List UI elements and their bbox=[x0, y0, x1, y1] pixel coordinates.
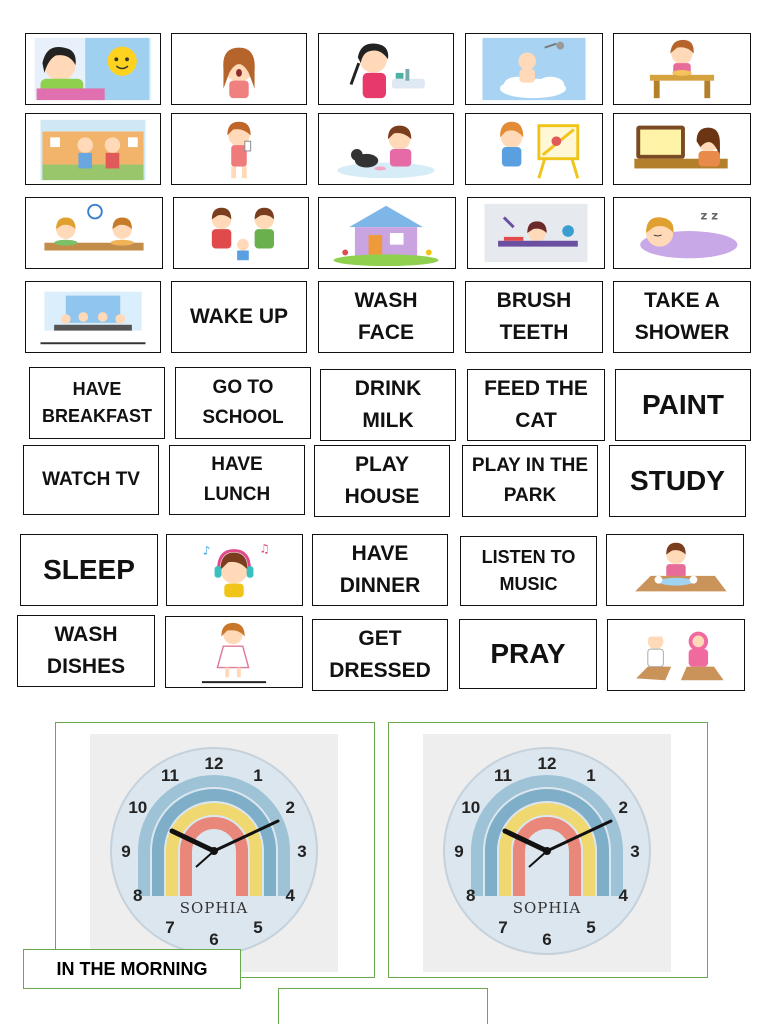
playground-illustration bbox=[319, 198, 455, 268]
picture-card-school bbox=[25, 113, 161, 185]
clock-number: 3 bbox=[297, 842, 307, 861]
clock-number: 2 bbox=[285, 798, 295, 817]
drinking-milk-illustration bbox=[172, 114, 306, 184]
card-paint: PAINT bbox=[615, 369, 751, 441]
clock-number: 7 bbox=[498, 918, 508, 938]
picture-card-sleep bbox=[613, 197, 751, 269]
picture-card-feed-cat bbox=[318, 113, 454, 185]
shower-illustration bbox=[466, 34, 602, 104]
card-listen-to-music: LISTEN TO MUSIC bbox=[460, 536, 597, 606]
washing-dishes-illustration bbox=[607, 535, 743, 605]
card-drink-milk: DRINK MILK bbox=[320, 369, 456, 441]
picture-card-shower bbox=[465, 33, 603, 105]
card-have-dinner: HAVE DINNER bbox=[312, 534, 448, 606]
svg-text:z z: z z bbox=[700, 208, 719, 223]
clock-number: 11 bbox=[494, 765, 512, 785]
picture-card-wash-dishes bbox=[606, 534, 744, 606]
clock-number: 4 bbox=[285, 886, 295, 905]
sleeping-illustration bbox=[614, 198, 750, 268]
card-sleep: SLEEP bbox=[20, 534, 158, 606]
card-play-house: PLAY HOUSE bbox=[314, 445, 450, 517]
picture-card-wash-face bbox=[318, 33, 454, 105]
clock-number: 4 bbox=[618, 886, 628, 905]
card-wash-face: WASH FACE bbox=[318, 281, 454, 353]
card-play-in-the-park: PLAY IN THE PARK bbox=[462, 445, 598, 517]
clock-number: 1 bbox=[253, 765, 263, 785]
card-get-dressed: GET DRESSED bbox=[312, 619, 448, 691]
clock-number: 9 bbox=[454, 842, 464, 861]
picture-card-playground bbox=[318, 197, 456, 269]
clock-number: 8 bbox=[466, 886, 476, 905]
clock-number: 12 bbox=[537, 754, 557, 773]
go-to-school-illustration bbox=[26, 114, 160, 184]
picture-card-study bbox=[467, 197, 605, 269]
picture-card-paint bbox=[465, 113, 603, 185]
getting-dressed-illustration bbox=[166, 617, 302, 687]
wake-up-illustration bbox=[26, 34, 160, 104]
clock-number: 3 bbox=[630, 842, 640, 861]
clock-number: 6 bbox=[542, 930, 552, 949]
clock-number: 6 bbox=[209, 930, 219, 949]
clock-number: 5 bbox=[586, 918, 596, 938]
picture-card-breakfast bbox=[613, 33, 751, 105]
picture-card-lunch bbox=[25, 197, 163, 269]
family-dinner-illustration bbox=[26, 282, 160, 352]
card-study: STUDY bbox=[609, 445, 746, 517]
picture-card-listen-music bbox=[166, 534, 303, 606]
clock-number: 10 bbox=[461, 798, 481, 817]
painting-illustration bbox=[466, 114, 602, 184]
clock-number: 10 bbox=[128, 798, 148, 817]
card-go-to-school: GO TO SCHOOL bbox=[175, 367, 311, 439]
card-watch-tv: WATCH TV bbox=[23, 445, 159, 515]
card-have-lunch: HAVE LUNCH bbox=[169, 445, 305, 515]
clock-number: 11 bbox=[161, 765, 179, 785]
having-lunch-illustration bbox=[26, 198, 162, 268]
praying-illustration bbox=[608, 620, 744, 690]
picture-card-pray bbox=[607, 619, 745, 691]
svg-text:♫: ♫ bbox=[259, 541, 270, 556]
clock-number: 7 bbox=[165, 918, 175, 938]
clock-center bbox=[210, 847, 218, 855]
clock-name: SOPHIA bbox=[512, 899, 582, 917]
picture-card-get-dressed bbox=[165, 616, 303, 688]
eating-breakfast-illustration bbox=[614, 34, 750, 104]
washing-face-illustration bbox=[319, 34, 453, 104]
clock-number: 9 bbox=[121, 842, 131, 861]
clock-number: 2 bbox=[618, 798, 628, 817]
wall-clock-2 bbox=[437, 746, 657, 956]
clock-number: 12 bbox=[204, 754, 224, 773]
card-pray: PRAY bbox=[459, 619, 597, 689]
picture-card-drink-milk bbox=[171, 113, 307, 185]
label-blank bbox=[278, 988, 488, 1024]
clock-name: SOPHIA bbox=[179, 899, 249, 917]
feeding-cat-illustration bbox=[319, 114, 453, 184]
clock-number: 1 bbox=[586, 765, 596, 785]
clock-number: 8 bbox=[133, 886, 143, 905]
card-have-breakfast: HAVE BREAKFAST bbox=[29, 367, 165, 439]
label-in-the-morning: IN THE MORNING bbox=[23, 949, 241, 989]
listening-music-illustration bbox=[167, 535, 302, 605]
card-wash-dishes: WASH DISHES bbox=[17, 615, 155, 687]
picture-card-wake-up bbox=[25, 33, 161, 105]
girl-yawning-illustration bbox=[172, 34, 306, 104]
studying-illustration bbox=[468, 198, 604, 268]
card-brush-teeth: BRUSH TEETH bbox=[465, 281, 603, 353]
clock-number: 5 bbox=[253, 918, 263, 938]
picture-card-play-house bbox=[173, 197, 309, 269]
card-wake-up: WAKE UP bbox=[171, 281, 307, 353]
card-take-a-shower: TAKE A SHOWER bbox=[613, 281, 751, 353]
playing-house-illustration bbox=[174, 198, 308, 268]
picture-card-girl-yawning bbox=[171, 33, 307, 105]
card-feed-the-cat: FEED THE CAT bbox=[467, 369, 605, 441]
picture-card-watch-tv bbox=[613, 113, 751, 185]
wall-clock-1 bbox=[104, 746, 324, 956]
svg-text:♪: ♪ bbox=[202, 543, 211, 558]
picture-card-dinner bbox=[25, 281, 161, 353]
clock-center bbox=[543, 847, 551, 855]
watching-tv-illustration bbox=[614, 114, 750, 184]
